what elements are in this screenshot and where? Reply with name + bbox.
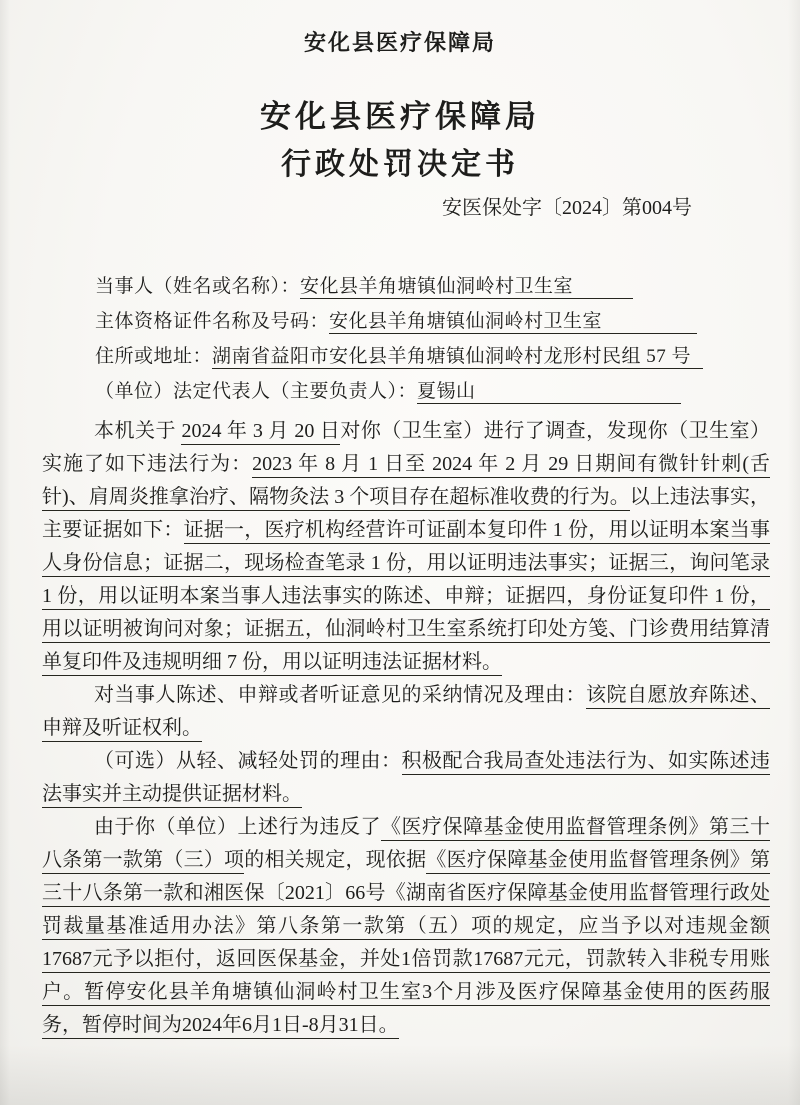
text-segment: 对你（卫生室）进行了调查，发现你（卫生室）实施了如下违法行为： [42, 420, 771, 475]
field-address [95, 342, 760, 377]
document-subtitle: 行政处罚决定书 [281, 148, 519, 181]
field-credential [95, 307, 760, 342]
underlined-text-segment: 证据一，医疗机构经营许可证副本复印件 1 份，用以证明本案当事人身份信息；证据二，现场检查笔录 1 份，用以证明违法事实；证据三，询问笔录 1 份，用以证明本案当事人违法事实的陈述、申辩；证据四，身份证复印件 1 份，用以证明被询问对象；证据五，仙洞岭村卫生室系统打印处方笺、门诊费用结算清单复印件及违规明细 7 份，用以证明违法证据材料。 [42, 519, 770, 676]
text-segment: 以上违法事实，主要证据如下： [42, 486, 770, 541]
underlined-text-segment: 《医疗保障基金使用监督管理条例》第三十八条第一款和湘医保〔2021〕66号《湖南省医疗保障基金使用监督管理行政处罚裁量基准适用办法》第八条第一款第（五）项的规定，应当予以对违规金额17687元予以拒付，返回医保基金，并处1倍罚款17687元元，罚款转入非税专用账户。暂停安化县羊角塘镇仙洞岭村卫生室3个月涉及医疗保障基金使用的医药服务，暂停时间为2024年6月1日-8月31日。 [42, 849, 770, 1039]
party-info-fields [0, 272, 800, 412]
field-label: 主体资格证件名称及号码： [95, 311, 330, 332]
underlined-text-segment: 积极配合我局查处违法行为、如实陈述违法事实并主动提供证据材料。 [42, 750, 770, 808]
underlined-text-segment: 《医疗保障基金使用监督管理条例》第三十八条第一款第（三）项 [42, 816, 770, 874]
field-value: 湖南省益阳市安化县羊角塘镇仙洞岭村龙形村民组 57 号 [212, 346, 703, 369]
paragraph [42, 415, 770, 679]
letterhead: 安化县医疗保障局 [303, 30, 496, 55]
text-segment: 本机关于 [94, 420, 182, 442]
paragraph [42, 811, 770, 1042]
paragraph [42, 745, 770, 811]
field-label: 当事人（姓名或名称）： [95, 276, 301, 297]
field-label: 住所或地址： [95, 346, 213, 367]
field-value: 安化县羊角塘镇仙洞岭村卫生室 [300, 276, 633, 299]
body-paragraphs [0, 415, 800, 1042]
field-legal-representative [95, 377, 760, 412]
document-number: 安医保处字〔2024〕第004号 [442, 197, 692, 219]
field-value: 夏锡山 [417, 381, 681, 404]
document-title: 安化县医疗保障局 [260, 99, 540, 134]
text-segment: 对当事人陈述、申辩或者听证意见的采纳情况及理由： [94, 684, 586, 706]
text-segment: 由于你（单位）上述行为违反了 [94, 816, 381, 838]
text-segment: （可选）从轻、减轻处罚的理由： [94, 750, 402, 772]
underlined-text-segment: 2023 年 8 月 1 日至 2024 年 2 月 29 日期间有微针针刺(舌针)、肩周炎推拿治疗、隔物灸法 3 个项目存在超标准收费的行为。 [42, 453, 770, 511]
field-party-name [95, 272, 760, 307]
text-segment: 的相关规定，现依据 [244, 849, 427, 871]
paragraph [42, 679, 770, 745]
underlined-text-segment: 2024 年 3 月 20 日 [181, 420, 340, 445]
underlined-text-segment: 该院自愿放弃陈述、申辩及听证权利。 [42, 684, 770, 742]
field-label: （单位）法定代表人（主要负责人）： [95, 381, 418, 402]
field-value: 安化县羊角塘镇仙洞岭村卫生室 [329, 311, 697, 334]
